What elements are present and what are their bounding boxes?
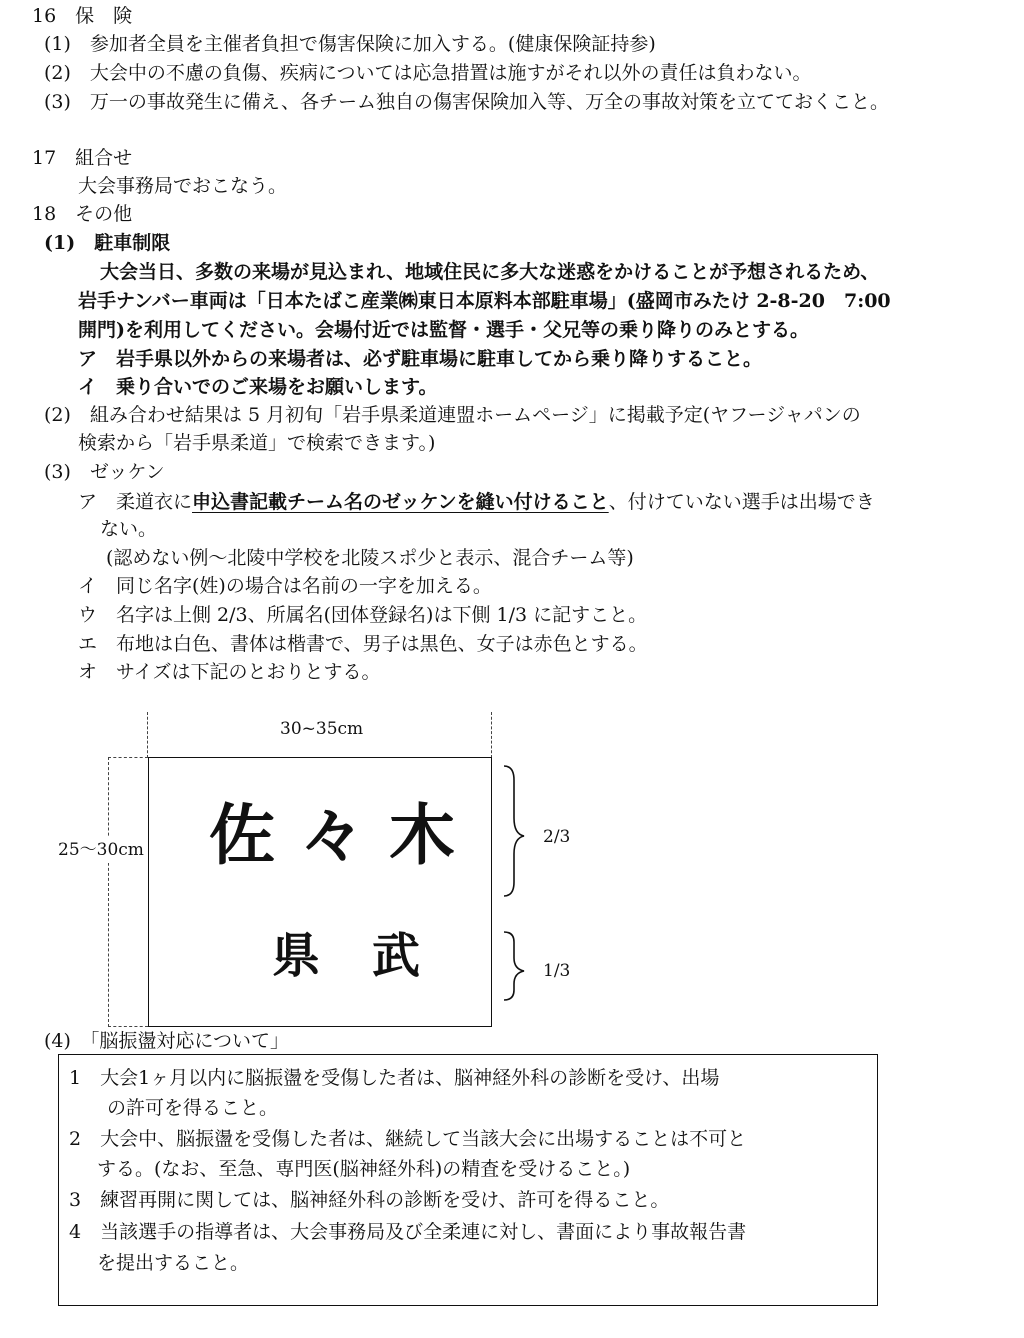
bib-item-a-prefix: ア 柔道衣に <box>78 491 193 513</box>
rule-3-line-1: 3 練習再開に関しては、脳神経外科の診断を受け、許可を得ること。 <box>69 1189 670 1211</box>
lower-fraction-label: 1/3 <box>543 961 571 981</box>
fraction-braces <box>500 762 540 1037</box>
bib-title: (3) ゼッケン <box>44 461 165 483</box>
bib-item-u: ウ 名字は上側 2/3、所属名(団体登録名)は下側 1/3 に記すこと。 <box>78 604 648 626</box>
section-16-heading: 16 保 険 <box>32 5 133 27</box>
bib-surname: 佐々木 <box>209 797 479 874</box>
parking-title: (1) 駐車制限 <box>44 232 171 254</box>
insurance-item-2: (2) 大会中の不慮の負傷、疾病については応急措置は施すがそれ以外の責任は負わない。 <box>44 62 812 84</box>
bib-item-o: オ サイズは下記のとおりとする。 <box>78 661 381 683</box>
concussion-title: (4) 「脳振盪対応について」 <box>44 1030 290 1052</box>
height-guide-vertical <box>108 757 109 1027</box>
bib-item-a-cont: ない。 <box>100 518 158 540</box>
bib-item-i: イ 同じ名字(姓)の場合は名前の一字を加える。 <box>78 575 492 597</box>
width-guide-right <box>491 712 492 758</box>
bib-item-a <box>78 489 875 515</box>
rule-1-line-2: の許可を得ること。 <box>107 1097 279 1119</box>
section-18-heading: 18 その他 <box>32 203 133 225</box>
upper-fraction-label: 2/3 <box>543 827 571 847</box>
bib-sample <box>148 757 492 1027</box>
rule-2-line-1: 2 大会中、脳振盪を受傷した者は、継続して当該大会に出場することは不可と <box>69 1128 747 1150</box>
section-17-body: 大会事務局でおこなう。 <box>78 175 288 197</box>
rule-1-line-1: 1 大会1ヶ月以内に脳振盪を受傷した者は、脳神経外科の診断を受け、出場 <box>69 1067 720 1089</box>
parking-item-i: イ 乗り合いでのご来場をお願いします。 <box>78 376 438 398</box>
section-17-heading: 17 組合せ <box>32 147 133 169</box>
width-guide-left <box>147 712 148 758</box>
bib-height-label: 25～30cm <box>58 837 144 863</box>
parking-line-1: 大会当日、多数の来場が見込まれ、地域住民に多大な迷惑をかけることが予想されるため、 <box>100 261 880 283</box>
rule-4-line-2: を提出すること。 <box>97 1252 250 1274</box>
rule-4-line-1: 4 当該選手の指導者は、大会事務局及び全柔連に対し、書面により事故報告書 <box>69 1221 747 1243</box>
pairing-line-1: (2) 組み合わせ結果は 5 月初旬「岩手県柔道連盟ホームページ」に掲載予定(ヤフージャパンの <box>44 404 861 426</box>
bib-affiliation: 県武 <box>271 928 472 984</box>
height-guide-bottom <box>108 1026 148 1027</box>
rule-2-line-2: する。(なお、至急、専門医(脳神経外科)の精査を受けること。) <box>97 1158 631 1180</box>
pairing-line-2: 検索から「岩手県柔道」で検索できます。) <box>78 432 436 454</box>
parking-item-a: ア 岩手県以外からの来場者は、必ず駐車場に駐車してから乗り降りすること。 <box>78 348 763 370</box>
parking-line-2: 岩手ナンバー車両は「日本たばこ産業㈱東日本原料本部駐車場」(盛岡市みたけ 2-8-20 7:00 <box>78 290 891 312</box>
upper-brace-icon <box>504 766 524 896</box>
insurance-item-1: (1) 参加者全員を主催者負担で傷害保険に加入する。(健康保険証持参) <box>44 33 656 55</box>
bib-item-e: エ 布地は白色、書体は楷書で、男子は黒色、女子は赤色とする。 <box>78 633 648 655</box>
bib-item-a-note: (認めない例～北陵中学校を北陵スポ少と表示、混合チーム等) <box>106 547 634 569</box>
bib-width-label: 30~35cm <box>280 719 364 739</box>
concussion-rules-box <box>58 1054 878 1306</box>
parking-line-3: 開門)を利用してください。会場付近では監督・選手・父兄等の乗り降りのみとする。 <box>78 319 809 341</box>
height-guide-top <box>108 757 148 758</box>
bib-item-a-underlined: 申込書記載チーム名のゼッケンを縫い付けること <box>192 491 609 513</box>
insurance-item-3: (3) 万一の事故発生に備え、各チーム独自の傷害保険加入等、万全の事故対策を立てておくこと。 <box>44 91 890 113</box>
bib-item-a-suffix: 、付けていない選手は出場でき <box>608 491 875 513</box>
lower-brace-icon <box>504 932 524 1000</box>
